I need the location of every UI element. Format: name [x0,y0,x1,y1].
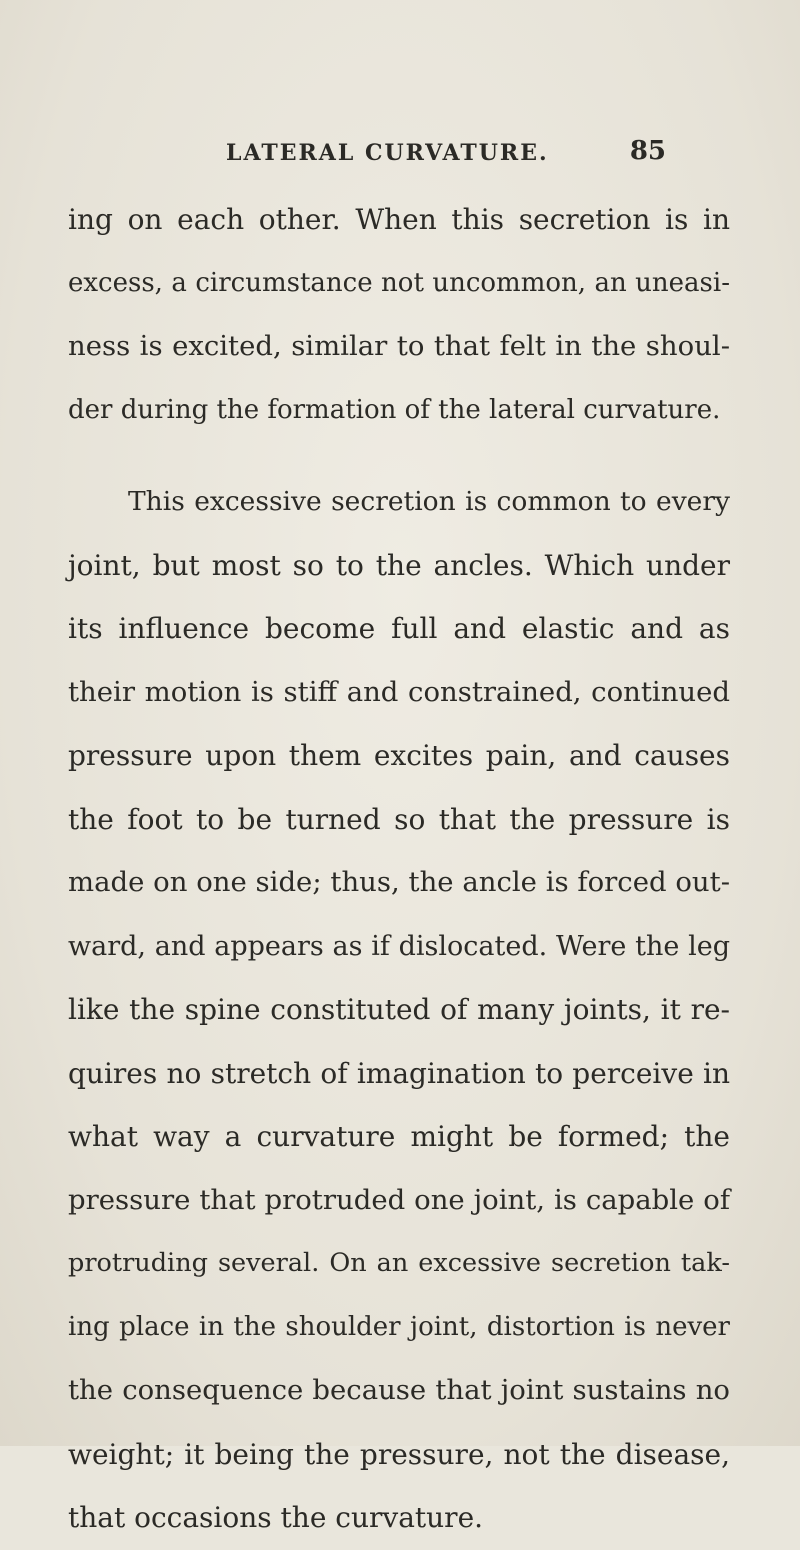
text-line: the consequence because that joint sustains no [68,1374,730,1406]
text-line: This excessive secretion is common to every [128,486,730,517]
text-line: weight; it being the pressure, not the disease, [68,1437,730,1471]
paragraph-2 [68,470,730,1550]
page-number: 85 [629,136,666,166]
text-line: its influence become full and elastic and as [68,612,730,645]
running-title: LATERAL CURVATURE. [226,140,549,166]
text-line: quires no stretch of imagination to perceive in [68,1056,730,1090]
page-header [226,136,666,180]
text-line: excess, a circumstance not uncommon, an uneasi- [68,267,730,298]
text-line: like the spine constituted of many joints, it re- [68,993,730,1026]
text-line: der during the formation of the lateral curvature. [68,394,721,425]
text-line: ward, and appears as if dislocated. Were the leg [68,930,730,962]
text-line: the foot to be turned so that the pressure is [68,802,730,836]
text-line: pressure that protruded one joint, is capable of [68,1183,730,1216]
body-text [68,188,730,1550]
text-line: made on one side; thus, the ancle is forced out- [68,866,730,898]
text-line: ing place in the shoulder joint, distortion is never [68,1311,730,1342]
text-line: protruding several. On an excessive secretion tak- [68,1248,730,1278]
text-line: what way a curvature might be formed; the [68,1120,730,1153]
text-line: ing on each other. When this secretion is in [68,203,730,236]
text-line: their motion is stiff and constrained, continued [68,675,730,708]
text-line: ness is excited, similar to that felt in the shoul- [68,330,730,362]
text-line: pressure upon them excites pain, and causes [68,739,730,772]
text-line: joint, but most so to the ancles. Which under [68,548,730,582]
paragraph-1 [68,188,730,442]
text-line: that occasions the curvature. [68,1501,484,1534]
